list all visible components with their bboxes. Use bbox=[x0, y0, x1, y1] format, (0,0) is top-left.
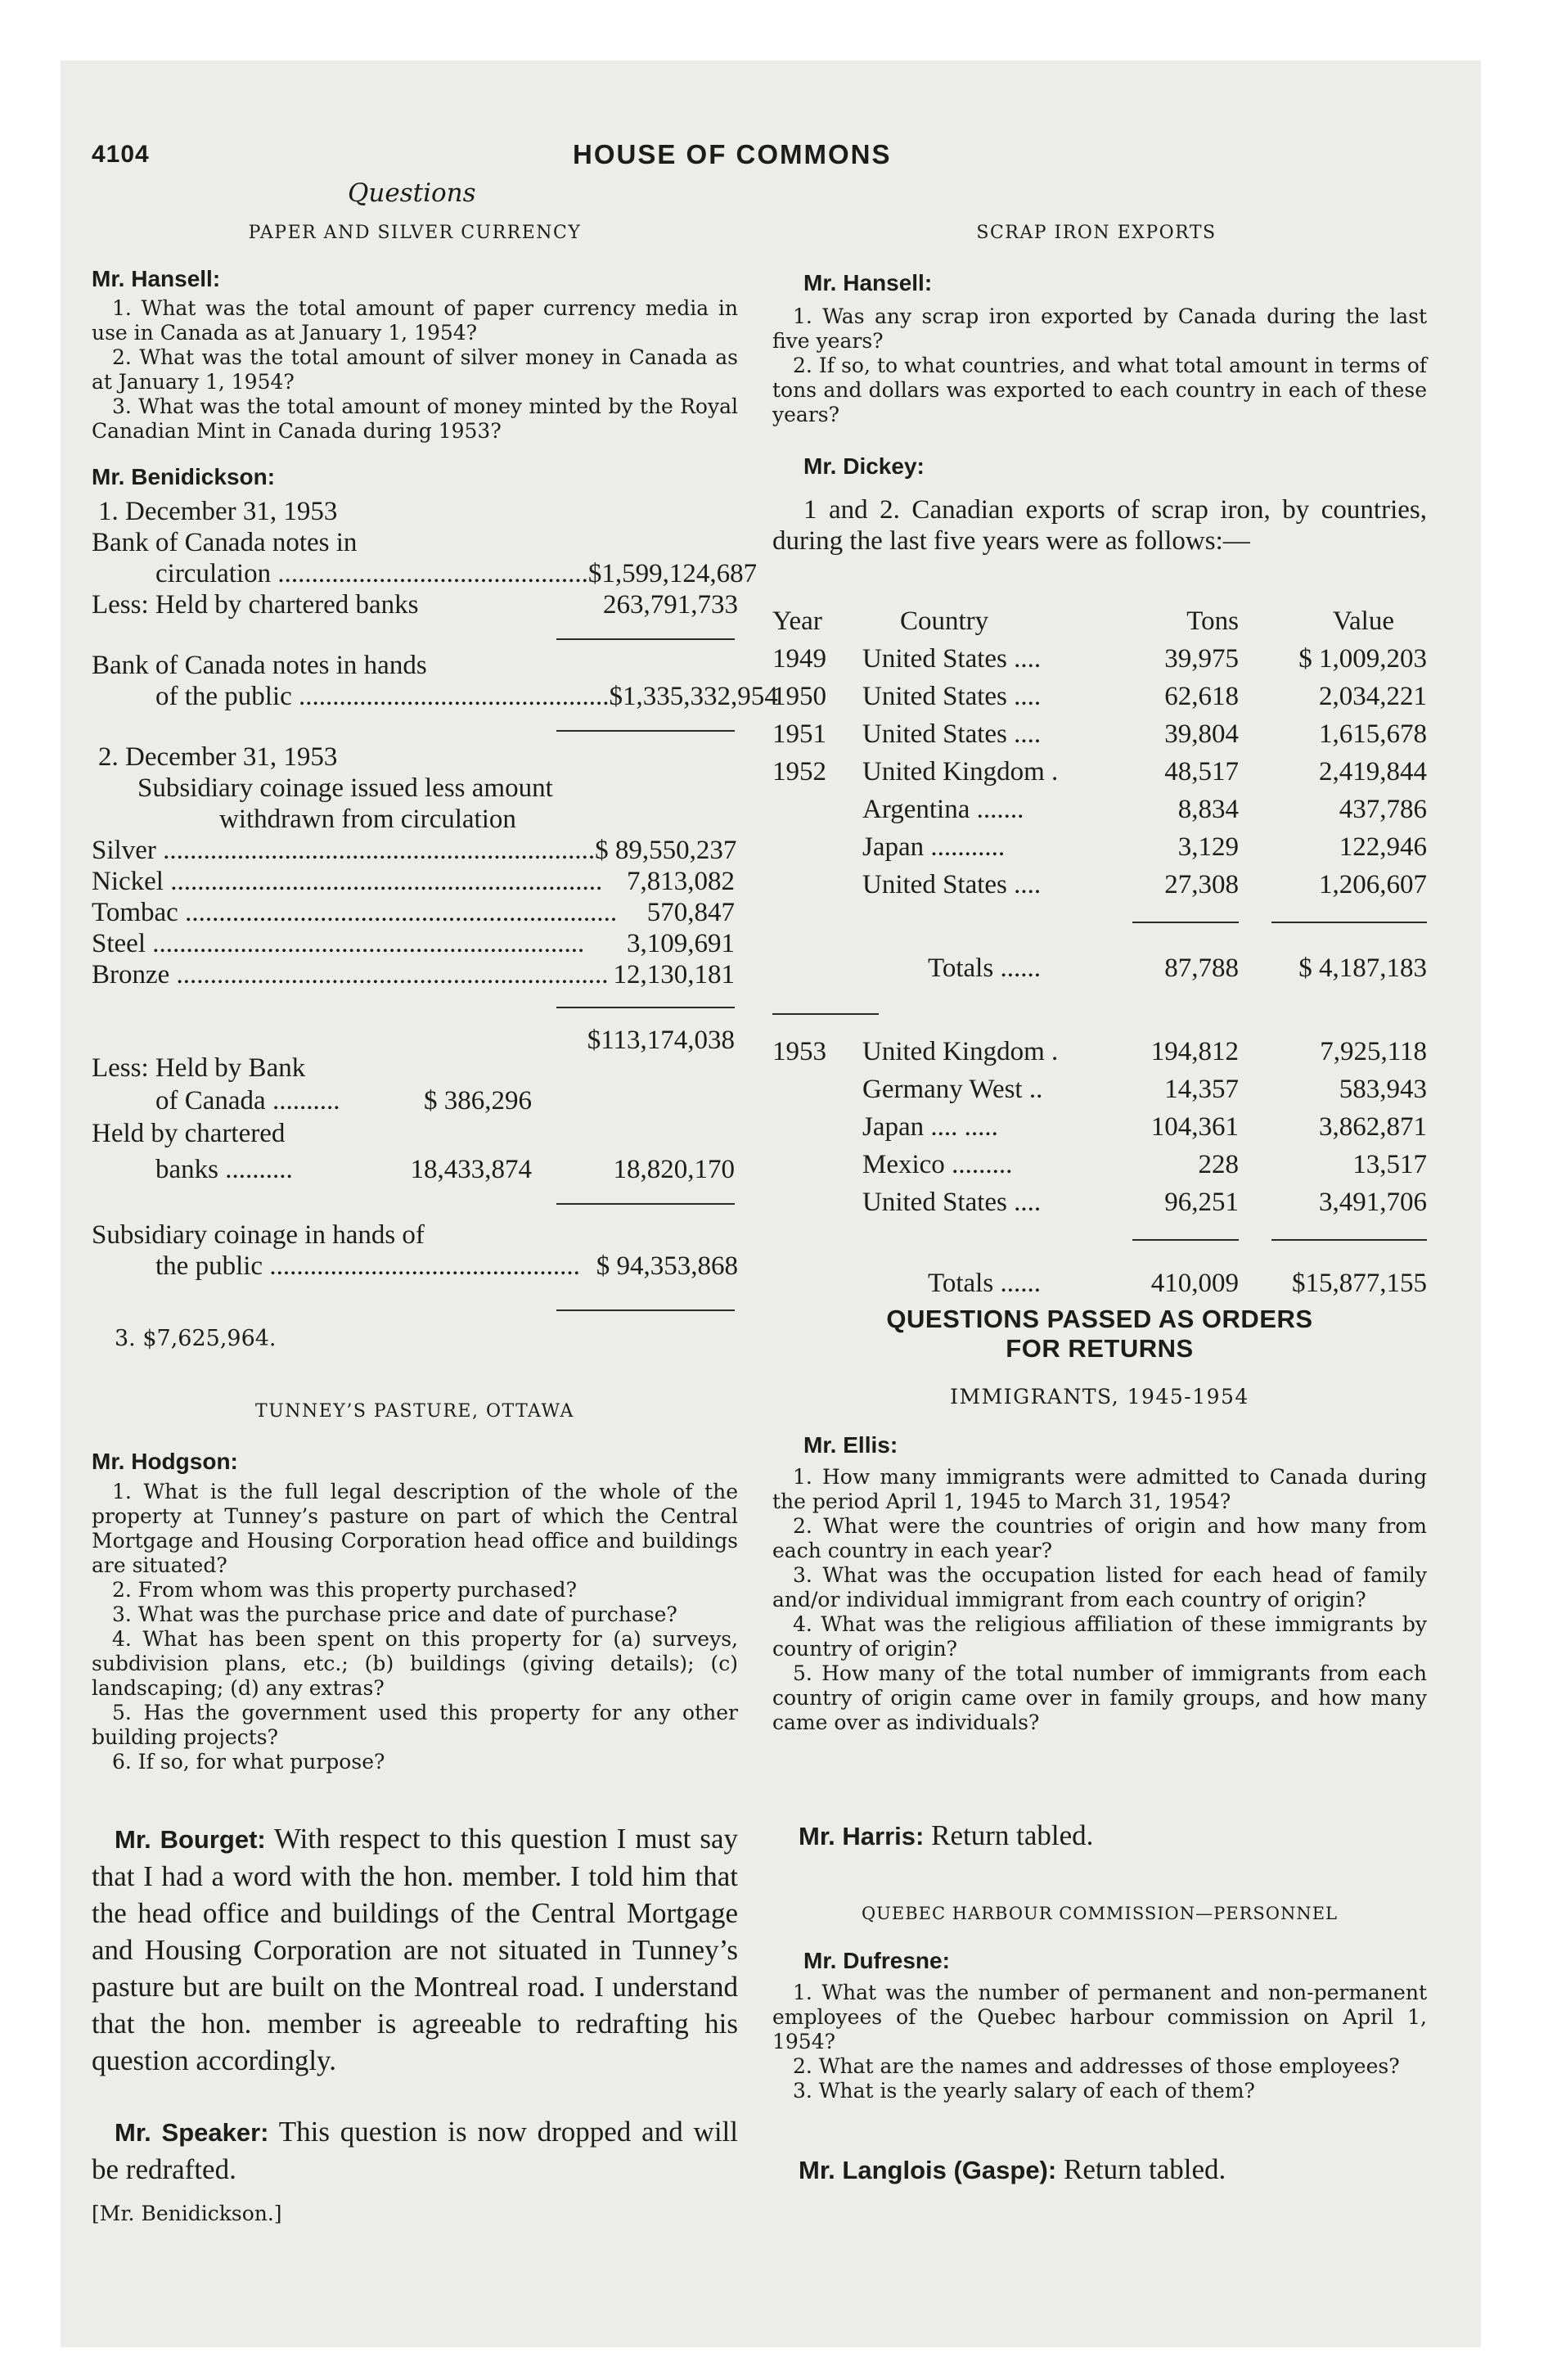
row-tons: 27,308 bbox=[1164, 869, 1239, 899]
hands-label: of the public bbox=[155, 682, 292, 711]
coin-row: Silver ................................................................ $ 89,550,237 bbox=[92, 836, 737, 865]
scrap-answer-intro: 1 and 2. Canadian exports of scrap iron, by countries, during the last five years were as follows:— bbox=[772, 495, 1427, 556]
speaker-bourget: Mr. Bourget: bbox=[115, 1825, 266, 1854]
leader-dots: .. bbox=[1028, 1074, 1043, 1104]
langlois-text: Return tabled. bbox=[1063, 2153, 1226, 2185]
coin-label: Steel bbox=[92, 929, 146, 958]
row-year: 1952 bbox=[772, 756, 826, 787]
hands-row: of the public .............................................. $1,335,332,954 bbox=[155, 682, 778, 711]
coin-label: Tombac bbox=[92, 898, 178, 927]
table-row bbox=[772, 791, 1427, 828]
question-2: 2. What was the total amount of silver money in Canada as at January 1, 1954? bbox=[92, 345, 738, 394]
totals-label: Totals bbox=[928, 1268, 994, 1298]
row-tons: 3,129 bbox=[1177, 832, 1239, 862]
immigrant-question-2: 2. What were the countries of origin and how many from each country in each year? bbox=[772, 1514, 1427, 1562]
speaker-dickey: Mr. Dickey: bbox=[803, 453, 925, 479]
row-country: Japan bbox=[862, 832, 925, 862]
coin-amount: 3,109,691 bbox=[627, 929, 735, 958]
leader-dots: ....... bbox=[976, 794, 1024, 824]
coin-label: Nickel bbox=[92, 867, 164, 896]
row-year: 1950 bbox=[772, 681, 826, 711]
coin-row: Tombac ................................................................ 570,847 bbox=[92, 898, 735, 927]
row-country: United States bbox=[862, 643, 1007, 674]
speaker-text: This question is now dropped and will be redrafted. bbox=[92, 2116, 738, 2185]
table-row bbox=[772, 678, 1427, 715]
subsidiary-block bbox=[92, 1219, 738, 1282]
speaker-ellis: Mr. Ellis: bbox=[803, 1432, 898, 1458]
table-row bbox=[772, 1071, 1427, 1108]
circulation-amount: $1,599,124,687 bbox=[587, 559, 758, 588]
subsidiary-line: Subsidiary coinage in hands of bbox=[92, 1220, 425, 1250]
row-value: 122,946 bbox=[1339, 832, 1427, 862]
row-tons: 62,618 bbox=[1164, 681, 1239, 711]
row-tons: 228 bbox=[1198, 1149, 1239, 1179]
section-title: Questions bbox=[348, 178, 476, 208]
row-value: 3,862,871 bbox=[1319, 1111, 1427, 1142]
page-title: HOUSE OF COMMONS bbox=[573, 139, 892, 169]
rule bbox=[556, 1203, 735, 1205]
row-country: United States bbox=[862, 1187, 1007, 1217]
row-country: Mexico bbox=[862, 1149, 945, 1179]
rule bbox=[556, 1007, 735, 1008]
subsidiary-label: the public bbox=[155, 1251, 263, 1281]
scrap-questions bbox=[772, 304, 1427, 427]
less-held-amount: 263,791,733 bbox=[603, 590, 738, 620]
tunney-question-5: 5. Has the government used this property for any other building projects? bbox=[92, 1701, 738, 1749]
row-tons: 48,517 bbox=[1164, 756, 1239, 787]
scrap-question-2: 2. If so, to what countries, and what total amount in terms of tons and dollars was exported to each country in each of these years? bbox=[772, 354, 1427, 426]
scrap-heading: SCRAP IRON EXPORTS bbox=[976, 223, 1217, 243]
row-country: Argentina bbox=[862, 794, 970, 824]
coin-label: Bronze bbox=[92, 960, 170, 989]
totals-value: $15,877,155 bbox=[1292, 1268, 1427, 1298]
coins-total: $113,174,038 bbox=[587, 1025, 735, 1055]
leader-dots: .... bbox=[1014, 869, 1042, 899]
rule bbox=[556, 730, 735, 732]
less-held-bank: Less: Held by Bank bbox=[92, 1053, 306, 1083]
row-value: 583,943 bbox=[1339, 1074, 1427, 1104]
rule bbox=[556, 638, 735, 640]
speaker-speaker: Mr. Speaker: bbox=[115, 2118, 269, 2147]
row-year: 1951 bbox=[772, 719, 826, 749]
row-value: $ 1,009,203 bbox=[1298, 643, 1427, 674]
totals-row bbox=[772, 941, 1427, 995]
table-row bbox=[772, 1183, 1427, 1221]
footer-note: [Mr. Benidickson.] bbox=[92, 2202, 282, 2225]
row-tons: 39,804 bbox=[1164, 719, 1239, 749]
question-1: 1. What was the total amount of paper currency media in use in Canada as at January 1, 1954? bbox=[92, 296, 738, 345]
coin-row: Nickel ................................................................ 7,813,082 bbox=[92, 867, 735, 896]
row-country: United States bbox=[862, 869, 1007, 899]
tunney-heading: TUNNEY’S PASTURE, OTTAWA bbox=[255, 1401, 574, 1422]
quebec-question-3: 3. What is the yearly salary of each of them? bbox=[793, 2079, 1255, 2103]
row-year bbox=[772, 1108, 862, 1146]
table-row bbox=[772, 715, 1427, 753]
answer-1-date: 1. December 31, 1953 bbox=[98, 497, 338, 526]
leader-dots: ...... bbox=[1000, 953, 1041, 983]
answer-3: 3. $7,625,964. bbox=[115, 1326, 277, 1351]
col-header-year: Year bbox=[772, 606, 822, 636]
row-country: Japan bbox=[862, 1111, 925, 1142]
paper-currency-heading: PAPER AND SILVER CURRENCY bbox=[248, 223, 582, 243]
page-number: 4104 bbox=[92, 141, 150, 168]
hands-amount: $1,335,332,954 bbox=[609, 682, 778, 711]
answer-2-date: 2. December 31, 1953 bbox=[98, 742, 338, 772]
immigrant-question-5: 5. How many of the total number of immigrants from each country of origin came over in family groups, and how many came over as individuals? bbox=[772, 1661, 1427, 1734]
speaker-hansell: Mr. Hansell: bbox=[92, 266, 221, 291]
speaker-hansell-2: Mr. Hansell: bbox=[803, 270, 933, 295]
speaker-langlois: Mr. Langlois (Gaspe): bbox=[799, 2156, 1057, 2184]
banks-row: banks .......... 18,433,874 bbox=[155, 1155, 532, 1184]
row-value: 2,419,844 bbox=[1319, 756, 1427, 787]
row-year: 1949 bbox=[772, 643, 826, 674]
row-value: 2,034,221 bbox=[1319, 681, 1427, 711]
leader-dots: ........... bbox=[930, 832, 1006, 862]
tunney-question-6: 6. If so, for what purpose? bbox=[112, 1750, 385, 1774]
totals-label: Totals bbox=[928, 953, 994, 983]
totals-tons: 87,788 bbox=[1164, 953, 1239, 983]
row-value: 1,206,607 bbox=[1319, 869, 1427, 899]
banks-label: banks bbox=[155, 1155, 218, 1184]
leader-dots: .... bbox=[1014, 719, 1042, 749]
totals-tons: 410,009 bbox=[1150, 1268, 1239, 1298]
coin-row: Steel ................................................................ 3,109,691 bbox=[92, 929, 735, 958]
table-row bbox=[772, 1033, 1427, 1071]
row-year bbox=[772, 1183, 862, 1221]
table-row bbox=[772, 866, 1427, 904]
hands-block bbox=[92, 650, 778, 712]
tunney-question-2: 2. From whom was this property purchased? bbox=[112, 1578, 577, 1602]
quebec-question-2: 2. What are the names and addresses of those employees? bbox=[793, 2054, 1400, 2078]
row-value: 1,615,678 bbox=[1319, 719, 1427, 749]
row-value: 3,491,706 bbox=[1319, 1187, 1427, 1217]
tunney-questions bbox=[92, 1480, 738, 1774]
bourget-text: With respect to this question I must say that I had a word with the hon. member. I told him that the head office and buildings of the Central Mortgage and Housing Corporation are not situated in Tunney’s pasture but are built on the Montreal road. I understand that the hon. member is agreeable to redrafting his question accordingly. bbox=[92, 1823, 738, 2076]
scrap-table bbox=[772, 602, 1427, 1308]
harris-text: Return tabled. bbox=[931, 1819, 1094, 1851]
leader-dots: . bbox=[1051, 756, 1059, 787]
tunney-question-4: 4. What has been spent on this property for (a) surveys, subdivision plans, etc.; (b) buildings (giving details); (c) landscaping; (d) any extras? bbox=[92, 1627, 738, 1700]
speaker-hodgson: Mr. Hodgson: bbox=[92, 1449, 238, 1474]
leader-dots: .... ..... bbox=[930, 1111, 998, 1142]
table-row bbox=[772, 640, 1427, 678]
orders-heading-line-1: QUESTIONS PASSED AS ORDERS bbox=[886, 1305, 1313, 1333]
immigrant-question-4: 4. What was the religious affiliation of these immigrants by country of origin? bbox=[772, 1612, 1427, 1661]
col-header-tons: Tons bbox=[1186, 606, 1239, 636]
hands-line: Bank of Canada notes in hands bbox=[92, 651, 427, 680]
subsidiary-row: the public .............................................. $ 94,353,868 bbox=[155, 1251, 738, 1281]
totals-row bbox=[772, 1259, 1427, 1308]
speaker-dufresne: Mr. Dufresne: bbox=[803, 1948, 950, 1973]
row-value: 7,925,118 bbox=[1320, 1036, 1427, 1066]
quebec-question-1: 1. What was the number of permanent and non-permanent employees of the Quebec harbour commission on April 1, 1954? bbox=[772, 1981, 1427, 2053]
speaker-statement bbox=[92, 2113, 738, 2188]
of-canada-row: of Canada .......... $ 386,296 bbox=[155, 1086, 532, 1116]
orders-heading bbox=[772, 1305, 1427, 1364]
row-tons: 96,251 bbox=[1164, 1187, 1239, 1217]
banks-total: 18,820,170 bbox=[613, 1155, 735, 1184]
immigrant-question-1: 1. How many immigrants were admitted to Canada during the period April 1, 1945 to March 31, 1954? bbox=[772, 1465, 1427, 1513]
col-header-value: Value bbox=[1332, 606, 1394, 636]
table-row bbox=[772, 753, 1427, 791]
immigrant-question-3: 3. What was the occupation listed for each head of family and/or individual immigrant from each country of origin? bbox=[772, 1563, 1427, 1611]
leader-dots: . bbox=[1051, 1036, 1059, 1066]
row-tons: 194,812 bbox=[1150, 1036, 1239, 1066]
row-year bbox=[772, 1071, 862, 1108]
row-year: 1953 bbox=[772, 1036, 826, 1066]
leader-dots: ......... bbox=[952, 1149, 1013, 1179]
tunney-question-3: 3. What was the purchase price and date of purchase? bbox=[112, 1602, 677, 1626]
col-header-country: Country bbox=[900, 606, 989, 636]
orders-heading-line-2: FOR RETURNS bbox=[1006, 1334, 1194, 1363]
less-held-row bbox=[92, 589, 738, 620]
subsidiary-amount: $ 94,353,868 bbox=[596, 1251, 738, 1281]
coin-amount: $ 89,550,237 bbox=[595, 836, 737, 865]
table-row bbox=[772, 1108, 1427, 1146]
leader-dots: .... bbox=[1014, 681, 1042, 711]
circulation-row: circulation .............................................. $1,599,124,687 bbox=[155, 559, 758, 588]
rule bbox=[556, 1309, 735, 1311]
quebec-heading: QUEBEC HARBOUR COMMISSION—PERSONNEL bbox=[861, 1904, 1339, 1923]
totals-value: $ 4,187,183 bbox=[1298, 953, 1427, 983]
of-canada-amount: $ 386,296 bbox=[424, 1086, 532, 1116]
speaker-benidickson: Mr. Benidickson: bbox=[92, 464, 276, 489]
banks-amount: 18,433,874 bbox=[410, 1155, 532, 1184]
row-country: Germany West bbox=[862, 1074, 1023, 1104]
coin-amount: 12,130,181 bbox=[613, 960, 735, 989]
leader-dots: .... bbox=[1014, 1187, 1042, 1217]
speaker-harris: Mr. Harris: bbox=[799, 1822, 925, 1850]
table-header-row bbox=[772, 602, 1427, 640]
row-tons: 104,361 bbox=[1150, 1111, 1239, 1142]
leader-dots: .... bbox=[1014, 643, 1042, 674]
row-tons: 8,834 bbox=[1177, 794, 1239, 824]
coin-amount: 7,813,082 bbox=[627, 867, 735, 896]
paper-questions bbox=[92, 296, 738, 444]
row-value: 13,517 bbox=[1352, 1149, 1427, 1179]
row-country: United States bbox=[862, 719, 1007, 749]
langlois-statement bbox=[799, 2154, 1226, 2186]
table-row bbox=[772, 1146, 1427, 1183]
row-year bbox=[772, 791, 862, 828]
immigrants-heading: IMMIGRANTS, 1945-1954 bbox=[950, 1385, 1249, 1409]
coin-label: Silver bbox=[92, 836, 156, 865]
row-tons: 39,975 bbox=[1164, 643, 1239, 674]
harris-statement bbox=[799, 1820, 1093, 1852]
immigrant-questions bbox=[772, 1465, 1427, 1735]
row-year bbox=[772, 828, 862, 866]
of-canada-label: of Canada bbox=[155, 1086, 266, 1116]
answer-block bbox=[92, 496, 758, 620]
less-held-label: Less: Held by chartered banks bbox=[92, 590, 419, 620]
row-year bbox=[772, 1146, 862, 1183]
leader-dots: ...... bbox=[1000, 1268, 1041, 1298]
row-tons: 14,357 bbox=[1164, 1074, 1239, 1104]
coinage-block bbox=[92, 741, 738, 990]
circulation-label: circulation bbox=[155, 559, 272, 588]
tunney-question-1: 1. What is the full legal description of the whole of the property at Tunney’s pasture on part of which the Central Mortgage and Housing Corporation head office and buildings are situated? bbox=[92, 1480, 738, 1577]
answer-2-line1: Subsidiary coinage issued less amount bbox=[137, 773, 553, 803]
row-country: United States bbox=[862, 681, 1007, 711]
row-country: United Kingdom bbox=[862, 756, 1045, 787]
bourget-statement bbox=[92, 1820, 738, 2079]
row-value: 437,786 bbox=[1339, 794, 1427, 824]
row-year bbox=[772, 866, 862, 904]
question-3: 3. What was the total amount of money minted by the Royal Canadian Mint in Canada during 1953? bbox=[92, 394, 738, 443]
coin-row: Bronze ................................................................ 12,130,181 bbox=[92, 960, 735, 989]
held-chartered: Held by chartered bbox=[92, 1119, 286, 1148]
scrap-question-1: 1. Was any scrap iron exported by Canada during the last five years? bbox=[772, 304, 1427, 353]
answer-1-line: Bank of Canada notes in bbox=[92, 528, 358, 557]
row-country: United Kingdom bbox=[862, 1036, 1045, 1066]
coin-amount: 570,847 bbox=[646, 898, 735, 927]
table-row bbox=[772, 828, 1427, 866]
quebec-questions bbox=[772, 1981, 1427, 2103]
answer-2-line2: withdrawn from circulation bbox=[219, 805, 516, 834]
